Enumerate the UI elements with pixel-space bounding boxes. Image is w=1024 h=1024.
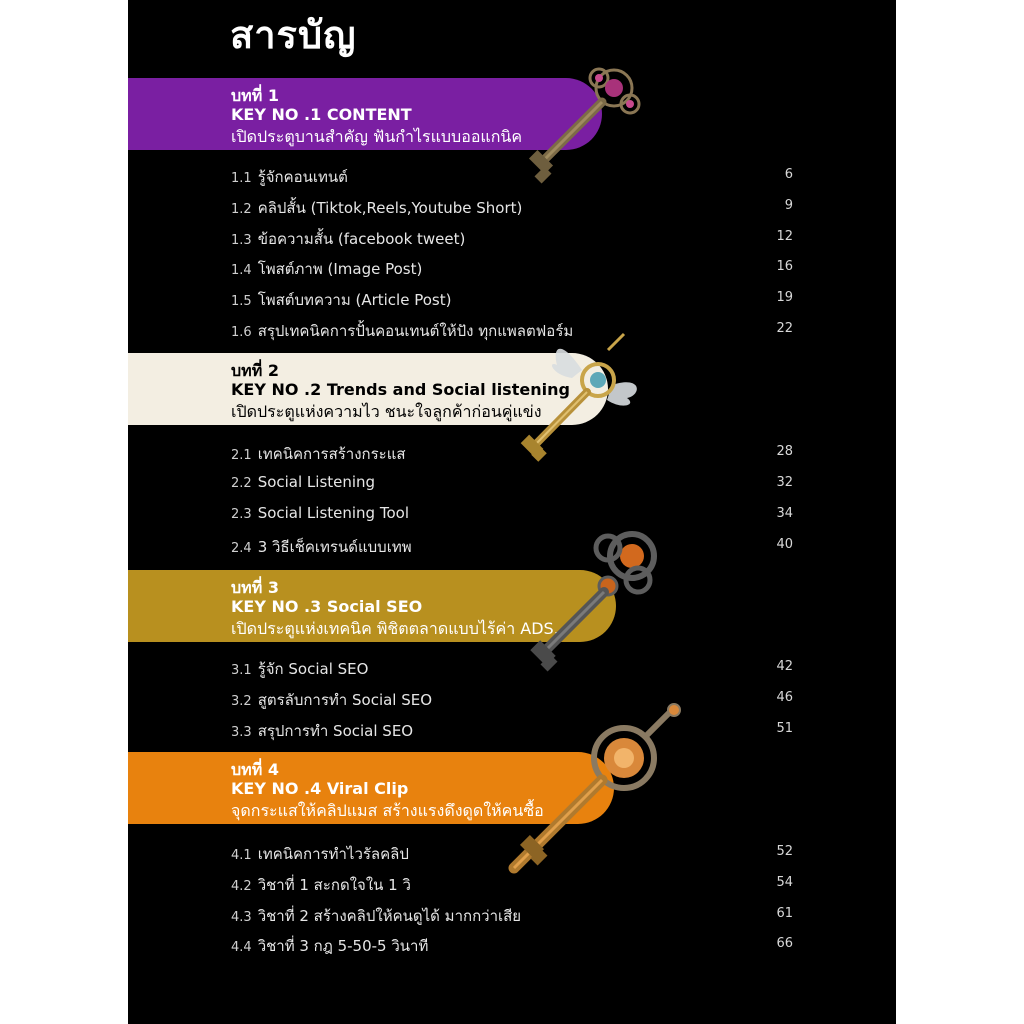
item-page: 28: [776, 444, 793, 459]
item-title: โพสต์ภาพ (Image Post): [257, 260, 423, 278]
item-title: โพสต์บทความ (Article Post): [257, 291, 452, 309]
item-title: รู้จัก Social SEO: [257, 660, 369, 678]
item-page: 12: [776, 229, 793, 244]
toc-row[interactable]: [231, 194, 793, 218]
item-title: สรุปเทคนิคการปั้นคอนเทนต์ให้ปัง ทุกแพลตฟอร์ม: [257, 322, 574, 340]
item-page: 32: [776, 475, 793, 490]
toc-row[interactable]: [231, 440, 793, 464]
item-number: 2.1: [231, 448, 252, 463]
item-number: 3.1: [231, 663, 252, 678]
toc-row[interactable]: [231, 871, 793, 895]
item-page: 54: [776, 875, 793, 890]
chapter-4-key: KEY NO .4 Viral Clip: [231, 779, 409, 798]
page-title: สารบัญ: [230, 13, 357, 57]
toc-page: [128, 0, 896, 1024]
item-number: 1.3: [231, 233, 252, 248]
item-number: 4.3: [231, 910, 252, 925]
chapter-4-subtitle: จุดกระแสให้คลิปแมส สร้างแรงดึงดูดให้คนซื้อ: [231, 801, 544, 820]
item-number: 1.6: [231, 325, 252, 340]
item-number: 4.1: [231, 848, 252, 863]
item-title: Social Listening: [257, 473, 376, 491]
item-page: 66: [776, 936, 793, 951]
item-title: วิชาที่ 3 กฎ 5-50-5 วินาที: [257, 937, 429, 955]
toc-row[interactable]: [231, 163, 793, 187]
toc-row[interactable]: [231, 932, 793, 956]
toc-row[interactable]: [231, 655, 793, 679]
item-number: 1.5: [231, 294, 252, 309]
toc-row[interactable]: [231, 225, 793, 249]
item-title: วิชาที่ 2 สร้างคลิปให้คนดูได้ มากกว่าเสีย: [257, 907, 522, 925]
chapter-2-label: บทที่ 2: [231, 361, 279, 380]
item-page: 46: [776, 690, 793, 705]
item-title: สูตรลับการทำ Social SEO: [257, 691, 433, 709]
toc-row[interactable]: [231, 286, 793, 310]
item-page: 19: [776, 290, 793, 305]
chapter-4-label: บทที่ 4: [231, 760, 279, 779]
item-number: 4.2: [231, 879, 252, 894]
item-title: สรุปการทำ Social SEO: [257, 722, 414, 740]
toc-row[interactable]: [231, 840, 793, 864]
item-number: 3.2: [231, 694, 252, 709]
item-number: 2.2: [231, 476, 252, 491]
item-title: รู้จักคอนเทนต์: [257, 168, 348, 186]
item-title: เทคนิคการสร้างกระแส: [257, 445, 406, 463]
item-title: ข้อความสั้น (facebook tweet): [257, 230, 466, 248]
item-title: คลิปสั้น (Tiktok,Reels,Youtube Short): [257, 199, 523, 217]
chapter-3-subtitle: เปิดประตูแห่งเทคนิค พิชิตตลาดแบบไร้ค่า ADS.: [231, 619, 559, 638]
item-page: 9: [784, 198, 793, 213]
item-page: 34: [776, 506, 793, 521]
item-title: วิชาที่ 1 สะกดใจใน 1 วิ: [257, 876, 411, 894]
item-page: 16: [776, 259, 793, 274]
item-number: 2.3: [231, 507, 252, 522]
chapter-1-key: KEY NO .1 CONTENT: [231, 105, 412, 124]
chapter-2-key: KEY NO .2 Trends and Social listening: [231, 380, 570, 399]
chapter-1-subtitle: เปิดประตูบานสำคัญ ฟันกำไรแบบออแกนิค: [231, 127, 523, 146]
chapter-3-label: บทที่ 3: [231, 578, 279, 597]
item-page: 52: [776, 844, 793, 859]
item-page: 42: [776, 659, 793, 674]
toc-row[interactable]: [231, 471, 793, 495]
item-number: 1.4: [231, 263, 252, 278]
item-page: 6: [784, 167, 793, 182]
toc-row[interactable]: [231, 502, 793, 526]
item-number: 1.1: [231, 171, 252, 186]
toc-row[interactable]: [231, 902, 793, 926]
chapter-3-key: KEY NO .3 Social SEO: [231, 597, 423, 616]
item-title: 3 วิธีเช็คเทรนด์แบบเทพ: [257, 538, 412, 556]
item-page: 22: [776, 321, 793, 336]
item-page: 40: [776, 537, 793, 552]
item-number: 4.4: [231, 940, 252, 955]
item-number: 3.3: [231, 725, 252, 740]
item-number: 2.4: [231, 541, 252, 556]
toc-row[interactable]: [231, 255, 793, 279]
item-title: Social Listening Tool: [257, 504, 409, 522]
item-number: 1.2: [231, 202, 252, 217]
item-page: 61: [776, 906, 793, 921]
chapter-2-subtitle: เปิดประตูแห่งความไว ชนะใจลูกค้าก่อนคู่แข่ง: [231, 402, 542, 421]
chapter-1-label: บทที่ 1: [231, 86, 279, 105]
item-page: 51: [776, 721, 793, 736]
item-title: เทคนิคการทำไวรัลคลิป: [257, 845, 409, 863]
